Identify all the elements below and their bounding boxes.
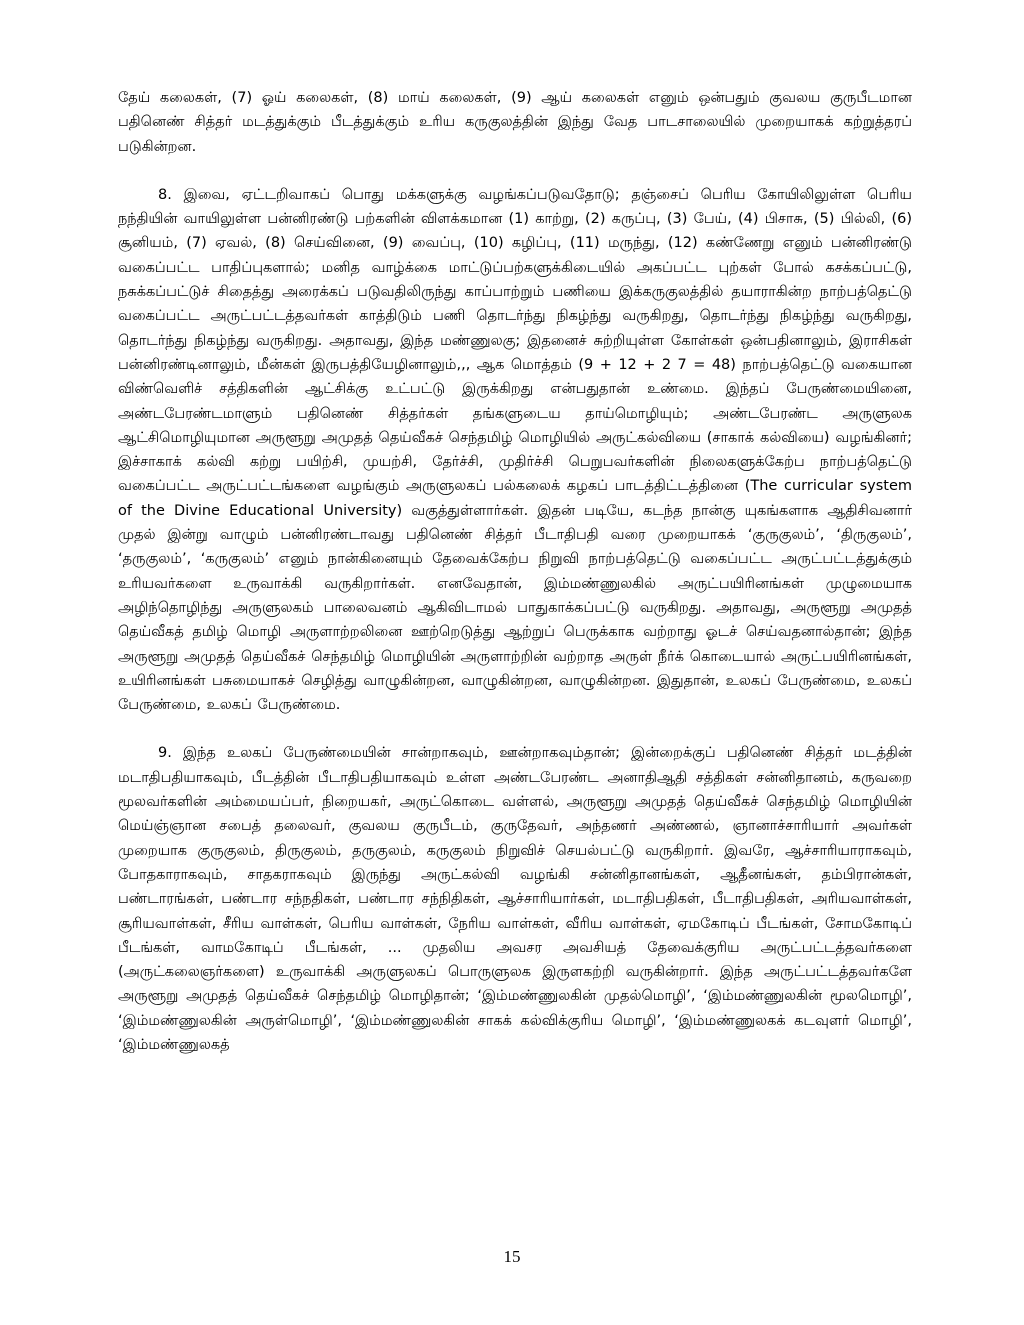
paragraph-gap (118, 717, 912, 741)
page-number: 15 (503, 1247, 521, 1266)
paragraph-gap (118, 159, 912, 183)
paragraph-9: 9. இந்த உலகப் பேருண்மையின் சான்றாகவும், ஊன்றாகவும்தான்; இன்றைக்குப் பதினெண் சித்தர் மடத்தின் மடாதிபதியாகவும், பீடத்தின் பீடாதிபதியாகவும் உள்ள அண்டபேரண்ட அனாதிஆதி சத்திகள் சன்னிதானம், கருவறை மூலவர்களின் அம்மையப்பர், நிறையகர், அருட்கொடை வள்ளல், அருளூறு அமுதத் தெய்வீகச் செந்தமிழ் மொழியின் மெய்ஞ்ஞான சபைத் தலைவர், குவலய குருபீடம், குருதேவர், அந்தணர் அண்ணல், ஞானாச்சாரியார் அவர்கள் முறையாக குருகுலம், திருகுலம், தருகுலம், கருகுலம் நிறுவிச் செயல்பட்டு வருகிறார். இவரே, ஆச்சாரியாராகவும், போதகாராகவும், சாதகராகவும் இருந்து அருட்கல்வி வழங்கி சன்னிதானங்கள், ஆதீனங்கள், தம்பிரான்கள், பண்டாரங்கள், பண்டார சந்நதிகள், பண்டார சந்நிதிகள், ஆச்சாரியார்கள், மடாதிபதிகள், பீடாதிபதிகள், அரியவாள்கள், சூரியவாள்கள், சீரிய வாள்கள், பெரிய வாள்கள், நேரிய வாள்கள், வீரிய வாள்கள், ஏமகோடிப் பீடங்கள், சோமகோடிப் பீடங்கள், வாமகோடிப் பீடங்கள், ... முதலிய அவசர அவசியத் தேவைக்குரிய அருட்பட்டத்தவர்களை (அருட்கலைஞர்களை) உருவாக்கி அருளுலகப் பொருளுலக இருளகற்றி வருகின்றார். இந்த அருட்பட்டத்தவர்களே அருளூறு அமுதத் தெய்வீகச் செந்தமிழ் மொழிதான்; ‘இம்மண்ணுலகின் முதல்மொழி’, ‘இம்மண்ணுலகின் மூலமொழி’, ‘இம்மண்ணுலகின் அருள்மொழி’, ‘இம்மண்ணுலகின் சாகக் கல்விக்குரிய மொழி’, ‘இம்மண்ணுலகக் கடவுளர் மொழி’, ‘இம்மண்ணுலகத் (118, 745, 912, 1053)
paragraph-continuation: தேய் கலைகள், (7) ஓய் கலைகள், (8) மாய் கலைகள், (9) ஆய் கலைகள் எனும் ஒன்பதும் குவலய குருபீடமான பதினெண் சித்தர் மடத்துக்கும் பீடத்துக்கும் உரிய கருகுலத்தின் இந்து வேத பாடசாலையில் முறையாகக் கற்றுத்தரப் படுகின்றன. (118, 90, 912, 155)
document-body (118, 86, 912, 1057)
paragraph-8: 8. இவை, ஏட்டறிவாகப் பொது மக்களுக்கு வழங்கப்படுவதோடு; தஞ்சைப் பெரிய கோயிலிலுள்ள பெரிய நந்தியின் வாயிலுள்ள பன்னிரண்டு பற்களின் விளக்கமான (1) காற்று, (2) கருப்பு, (3) பேய், (4) பிசாசு, (5) பில்லி, (6) சூனியம், (7) ஏவல், (8) செய்வினை, (9) வைப்பு, (10) கழிப்பு, (11) மருந்து, (12) கண்ணேறு எனும் பன்னிரண்டு வகைப்பட்ட பாதிப்புகளால்; மனித வாழ்க்கை மாட்டுப்பற்களுக்கிடையில் அகப்பட்ட புற்கள் போல் கசக்கப்பட்டு, நசுக்கப்பட்டுச் சிதைத்து அரைக்கப் படுவதிலிருந்து காப்பாற்றும் பணியை இக்கருகுலத்தில் தயாராகின்ற நாற்பத்தெட்டு வகைப்பட்ட அருட்பட்டத்தவர்கள் காத்திடும் பணி தொடர்ந்து நிகழ்ந்து வருகிறது, தொடர்ந்து நிகழ்ந்து வருகிறது, தொடர்ந்து நிகழ்ந்து வருகிறது. அதாவது, இந்த மண்ணுலகு; இதனைச் சுற்றியுள்ள கோள்கள் ஒன்பதினாலும், இராசிகள் பன்னிரண்டினாலும், மீன்கள் இருபத்தியேழினாலும்,,, ஆக மொத்தம் (9 + 12 + 2 7 = 48) நாற்பத்தெட்டு வகையான விண்வெளிச் சத்திகளின் ஆட்சிக்கு உட்பட்டு இருக்கிறது என்பதுதான் உண்மை. இந்தப் பேருண்மையினை, அண்டபேரண்டமாளும் பதினெண் சித்தர்கள் தங்களுடைய தாய்மொழியும்; அண்டபேரண்ட அருளுலக ஆட்சிமொழியுமான அருளூறு அமுதத் தெய்வீகச் செந்தமிழ் மொழியில் அருட்கல்வியை (சாகாக் கல்வியை) வழங்கினர்; இச்சாகாக் கல்வி கற்று பயிற்சி, முயற்சி, தேர்ச்சி, முதிர்ச்சி பெறுபவர்களின் நிலைகளுக்கேற்ப நாற்பத்தெட்டு வகைப்பட்ட அருட்பட்டங்களை வழங்கும் அருளுலகப் பல்கலைக் கழகப் பாடத்திட்டத்தினை (The curricular system of the Divine Educational University) வகுத்துள்ளார்கள். இதன் படியே, கடந்த நான்கு யுகங்களாக ஆதிசிவனார் முதல் இன்று வாழும் பன்னிரண்டாவது பதினெண் சித்தர் பீடாதிபதி வரை முறையாகக் ‘குருகுலம்’, ‘திருகுலம்’, ‘தருகுலம்’, ‘கருகுலம்’ எனும் நான்கினையும் தேவைக்கேற்ப நிறுவி நாற்பத்தெட்டு வகைப்பட்ட அருட்பட்டத்துக்கும் உரியவர்களை உருவாக்கி வருகிறார்கள். எனவேதான், இம்மண்ணுலகில் அருட்பயிரினங்கள் முழுமையாக அழிந்தொழிந்து அருளுலகம் பாலைவனம் ஆகிவிடாமல் பாதுகாக்கப்பட்டு வருகிறது. அதாவது, அருளூறு அமுதத் தெய்வீகத் தமிழ் மொழி அருளாற்றலினை ஊற்றெடுத்து ஆற்றுப் பெருக்காக வற்றாது ஓடச் செய்வதனால்தான்; இந்த அருளூறு அமுதத் தெய்வீகச் செந்தமிழ் மொழியின் அருளாற்றின் வற்றாத அருள் நீர்க் கொடையால் அருட்பயிரினங்கள், உயிரினங்கள் பசுமையாகச் செழித்து வாழுகின்றன, வாழுகின்றன, வாழுகின்றன. இதுதான், உலகப் பேருண்மை, உலகப் பேருண்மை, உலகப் பேருண்மை. (118, 186, 912, 714)
